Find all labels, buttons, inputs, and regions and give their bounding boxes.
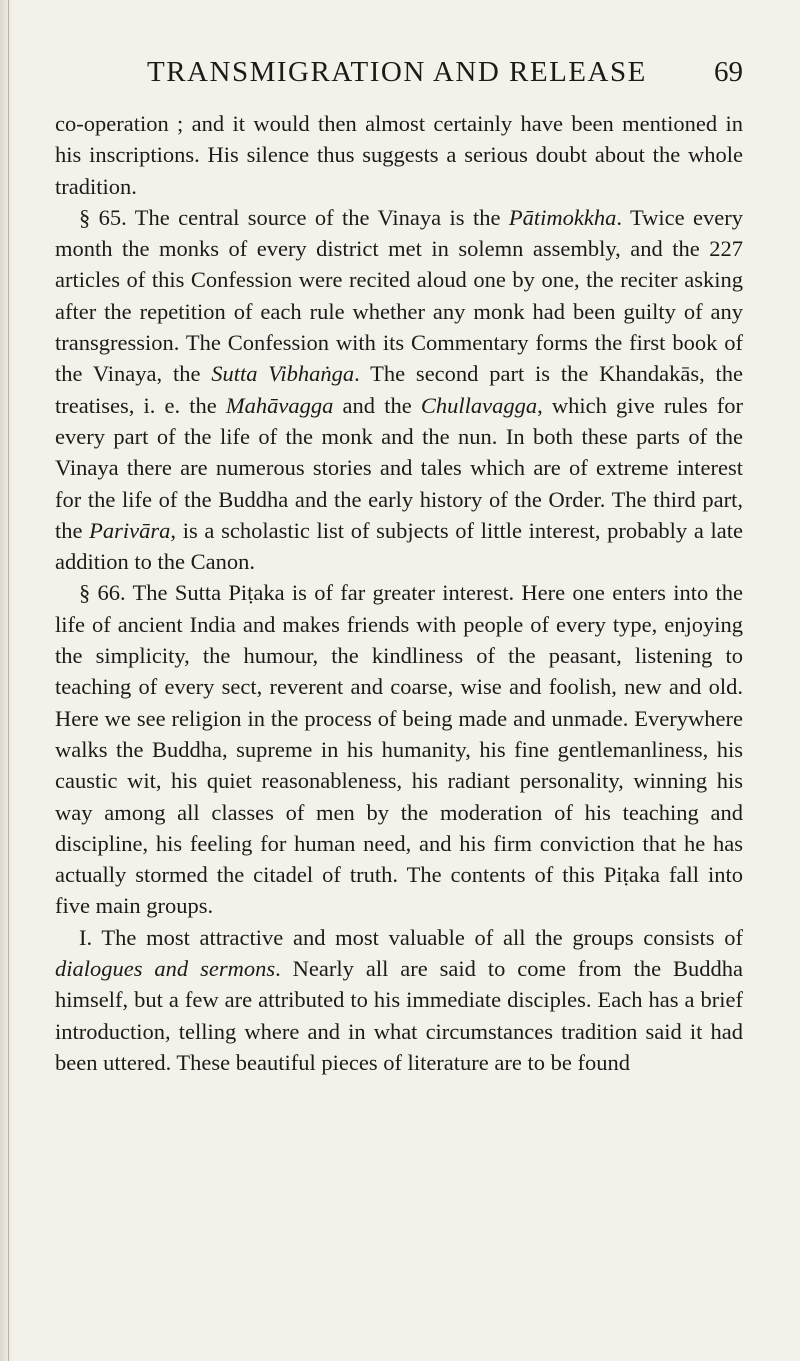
text-run: § 66. The Sutta Piṭaka is of far greater interest. Here one enters into the life of ancient India and makes friends with people of every type, enjoying the simplicity, the humour, the kindliness of the peasant, listening to teaching of every sect, reverent and coarse, wise and foolish, new and old. Here we see religion in the process of being made and unmade. Everywhere walks the Buddha, supreme in his humanity, his fine gentlemanliness, his caustic wit, his quiet reasonableness, his radiant personality, winning his way among all classes of men by the moderation of his teaching and discipline, his feeling for human need, and his firm conviction that he has actually stormed the citadel of truth. The contents of this Piṭaka fall into five main groups. bbox=[55, 580, 743, 919]
book-page bbox=[55, 0, 743, 1078]
paragraph-section-65 bbox=[55, 202, 743, 578]
text-run: § 65. The central source of the Vinaya is the bbox=[79, 204, 509, 230]
italic-term-parivara: Parivāra bbox=[89, 517, 171, 543]
italic-term-chullavagga: Chullavagga bbox=[420, 392, 538, 418]
text-run: . The second part is the Khandakās, the treatises, i. e. the bbox=[55, 361, 743, 418]
page-header bbox=[55, 0, 743, 108]
italic-term-dialogues-and-sermons: dialogues and sermons bbox=[55, 956, 276, 982]
text-run: co-operation ; and it would then almost certainly have been mentioned in his inscriptions. His silence thus suggests a serious doubt about the whole tradition. bbox=[55, 111, 743, 199]
body-text bbox=[55, 108, 743, 1078]
text-run: . Nearly all are said to come from the Buddha himself, but a few are attributed to his immediate disciples. Each has a brief introduction, telling where and in what circumstances tradition said it had been uttered. These beautiful pieces of literature are to be found bbox=[55, 956, 744, 1075]
page-number: 69 bbox=[714, 56, 743, 88]
italic-term-mahavagga: Mahāvagga bbox=[225, 392, 334, 418]
paragraph-group-one bbox=[55, 922, 743, 1078]
text-run: I. The most attractive and most valuable of all the groups consists of bbox=[79, 924, 743, 950]
text-run: . Twice every month the monks of every district met in solemn assembly, and the 227 articles of this Confession were recited aloud one by one, the reciter asking after the repetition of each rule whether any monk had been guilty of any transgression. The Confession with its Commentary forms the first book of the Vinaya, the bbox=[55, 204, 743, 387]
text-run: and the bbox=[333, 392, 421, 418]
book-gutter-line bbox=[8, 0, 9, 1361]
running-head: TRANSMIGRATION AND RELEASE bbox=[147, 56, 647, 88]
text-run: , is a scholastic list of subjects of little interest, probably a late addition to the Canon. bbox=[55, 517, 743, 575]
paragraph-section-66 bbox=[55, 577, 743, 921]
paragraph-continuation bbox=[55, 108, 743, 202]
book-gutter-shadow bbox=[0, 0, 14, 1361]
italic-term-patimokkha: Pātimokkha bbox=[508, 204, 617, 230]
text-run: , which give rules for every part of the life of the monk and the nun. In both these parts of the Vinaya there are numerous stories and tales which are of extreme interest for the life of the Buddha and the early history of the Order. The third part, the bbox=[55, 392, 743, 543]
italic-term-sutta-vibhanga: Sutta Vibhaṅga bbox=[211, 361, 355, 387]
